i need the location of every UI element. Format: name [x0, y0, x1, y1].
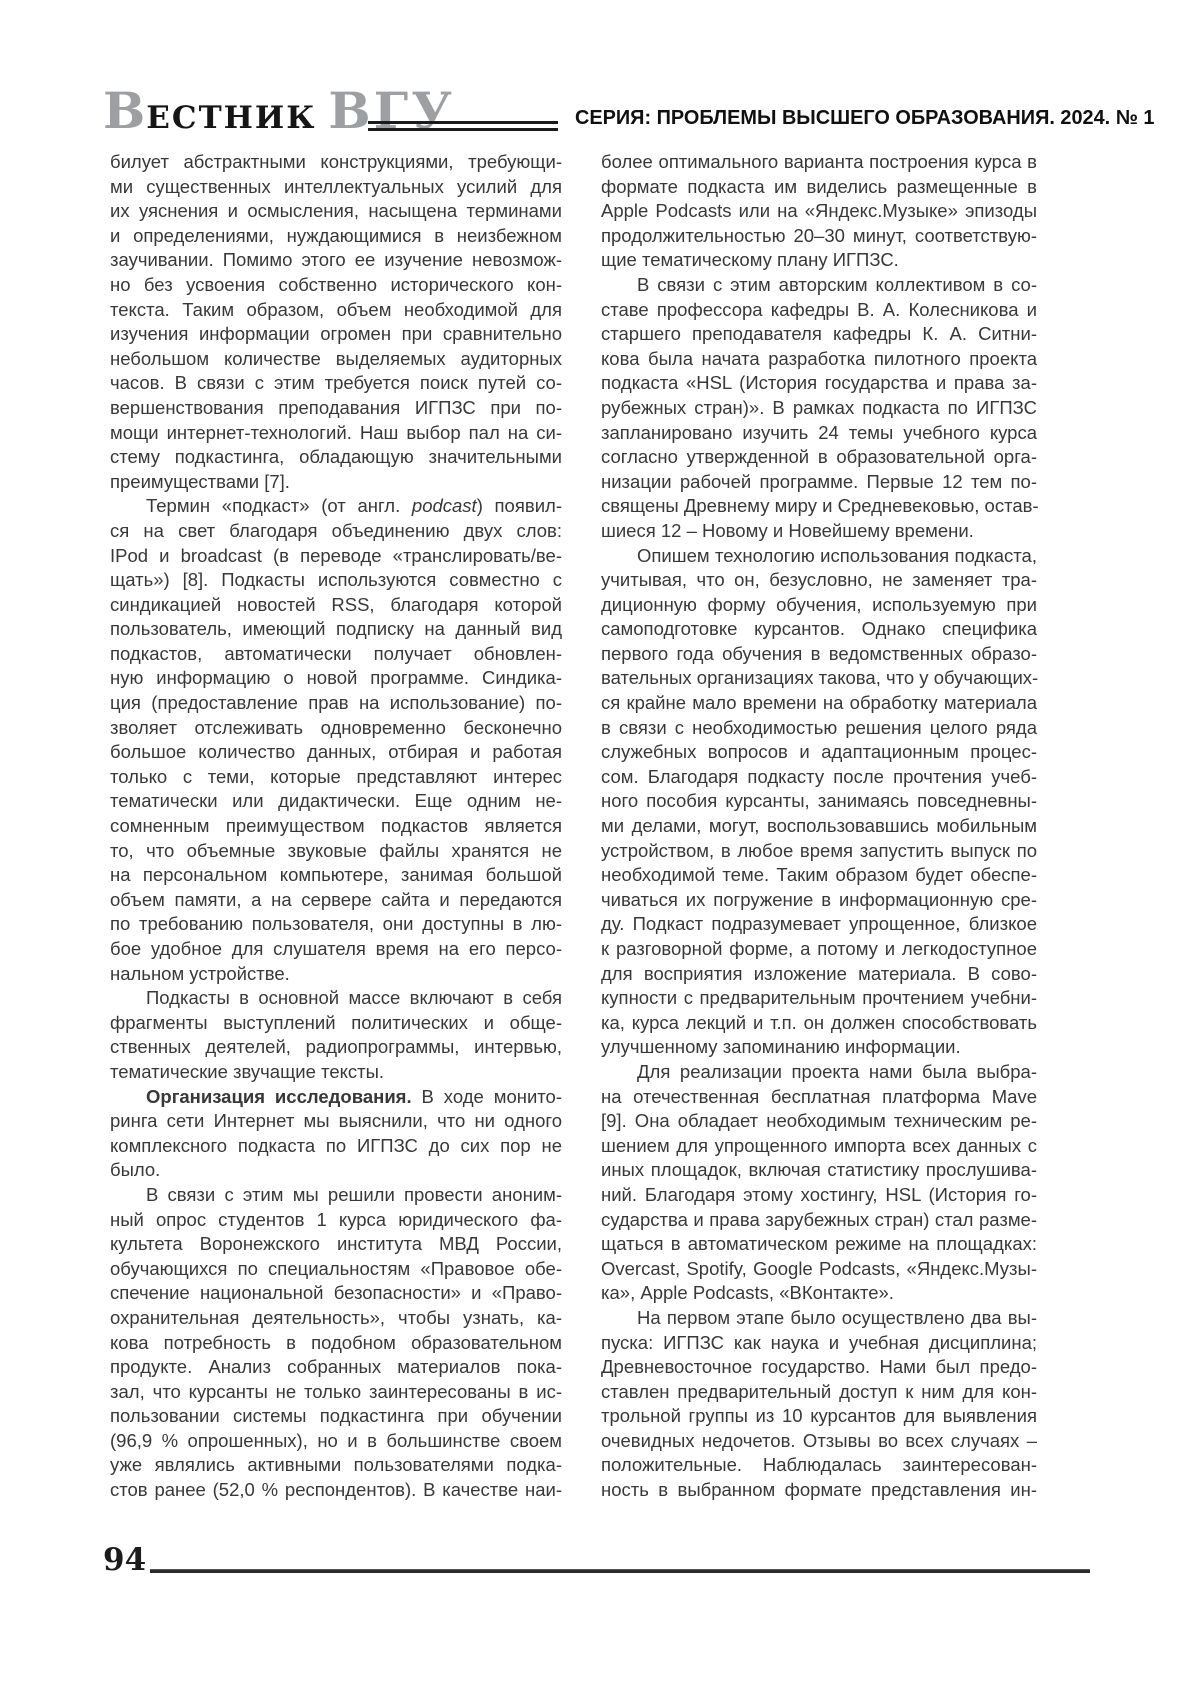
text-line: к разговорной форме, а потому и легкодоступное [601, 938, 1037, 959]
text-line: ставе профессора кафедры В. А. Колесникова и [601, 298, 1037, 320]
text-line: стов ранее (52,0 % респондентов). В качестве наи- [110, 1479, 562, 1501]
text-line: рубежных стран)». В рамках подкаста по ИГПЗС [601, 396, 1037, 418]
text-line: Опишем технологию использования подкаста, [637, 544, 1037, 566]
text-line: (96,9 % опрошенных), но и в большинстве своем [110, 1429, 562, 1451]
text-line: Термин «подкаст» (от англ. podcast) появил- [146, 495, 562, 517]
text-line: продолжительностью 20–30 минут, соответствую- [601, 224, 1037, 246]
text-line: ду. Подкаст подразумевает упрощенное, близкое [601, 913, 1037, 935]
text-line: стему подкастинга, обладающую значительными [110, 446, 562, 468]
text-line: ность в выбранном формате представления ин- [601, 1479, 1037, 1501]
text-line: преимуществами [7]. [110, 470, 290, 492]
text-line: учитывая, что он, безусловно, не заменяет тра- [601, 569, 1037, 591]
text-line: щать») [8]. Подкасты используются совместно с [110, 569, 562, 591]
text-line: щаться в автоматическом режиме на площадках: [601, 1233, 1037, 1255]
text-line: ную информацию о новой программе. Синдика- [110, 667, 562, 689]
text-line: Организация исследования. В ходе монито- [146, 1085, 562, 1107]
text-line: заучивании. Помимо этого ее изучение невозмож- [110, 249, 562, 271]
text-line: ный опрос студентов 1 курса юридического фа- [110, 1208, 562, 1230]
text-line: ственных деятелей, радиопрограммы, интервью, [110, 1036, 562, 1058]
text-line: тематические звучащие тексты. [110, 1060, 385, 1082]
text-line: спечение национальной безопасности» и «Право- [110, 1282, 562, 1304]
text-line: продукте. Анализ собранных материалов пока- [110, 1356, 562, 1378]
text-line: большое количество данных, отбирая и работая [110, 741, 562, 763]
paragraph [601, 150, 1037, 273]
footer-rule [150, 1569, 1090, 1573]
bold-run: Организация исследования. [146, 1085, 412, 1107]
text-line: ний. Благодаря этому хостингу, HSL (История го- [601, 1183, 1037, 1205]
logo-vgu: ВГУ [328, 81, 455, 140]
text-line: купности с предварительным прочтением учебни- [601, 987, 1037, 1009]
text-line: подкастов, автоматически получает обновлен- [110, 642, 562, 664]
paragraph [601, 1060, 1037, 1306]
text-line: ринга сети Интернет мы выяснили, что ни одного [110, 1110, 562, 1132]
article-column-left [110, 150, 562, 1503]
text-line: пользователь, имеющий подписку на данный вид [110, 618, 562, 640]
text-line: фрагменты выступлений политических и обще- [110, 1011, 562, 1033]
text-line: синдикацией новостей RSS, благодаря которой [110, 593, 562, 615]
text-line: охранительная деятельность», чтобы узнать, ка- [110, 1306, 562, 1328]
text-line: то, что объемные звуковые файлы хранятся не [110, 839, 562, 861]
text-line: ставлен предварительный доступ к ним для кон- [601, 1380, 1037, 1402]
text-line: согласно утвержденной в образовательной орга- [601, 446, 1037, 468]
header-double-rule [368, 121, 558, 131]
text-line: [9]. Она обладает необходимым техническим ре- [601, 1110, 1037, 1132]
text-line: Overcast, Spotify, Google Podcasts, «Яндекс.Музы- [601, 1257, 1037, 1279]
text-line: низации рабочей программе. Первые 12 тем по- [601, 470, 1037, 492]
text-line: вательных организациях такова, что у обучающих- [601, 667, 1039, 689]
text-line: первого года обучения в ведомственных образо- [601, 642, 1037, 664]
text-line: сомненным преимуществом подкастов является [110, 815, 562, 837]
logo-vestnik-rest: ЕСТНИК [146, 100, 317, 136]
text-line: В связи с этим мы решили провести аноним- [146, 1183, 562, 1205]
text-line: бое удобное для слушателя время на его персо- [110, 938, 562, 959]
text-line: зал, что курсанты не только заинтересованы в ис- [110, 1380, 562, 1402]
paragraph [110, 150, 562, 494]
text-line: старшего преподавателя кафедры К. А. Ситни- [601, 323, 1037, 345]
paragraph [110, 494, 562, 986]
text-line: запланировано изучить 24 темы учебного курса [601, 421, 1037, 443]
paragraph [601, 1306, 1037, 1503]
text-line: и определениями, нуждающимися в неизбежном [110, 224, 562, 246]
text-line: Подкасты в основной массе включают в себя [146, 987, 562, 1009]
text-line: но без усвоения собственно исторического кон- [110, 273, 562, 295]
text-line: пуска: ИГПЗС как наука и учебная дисциплина; [601, 1331, 1037, 1353]
italic-run: podcast [411, 495, 477, 517]
text-line: священы Древнему миру и Средневековью, остав- [601, 495, 1039, 517]
text-line: было. [110, 1159, 161, 1181]
text-line: мощи интернет-технологий. Наш выбор пал на си- [110, 421, 562, 443]
text-line: объем памяти, а на сервере сайта и передаются [110, 888, 562, 910]
text-line: щие тематическому плану ИГПЗС. [601, 249, 899, 271]
text-line: для восприятия изложение материала. В сово- [601, 962, 1037, 984]
text-line: положительные. Наблюдалась заинтересован- [601, 1454, 1037, 1476]
text-line: часов. В связи с этим требуется поиск путей со- [110, 372, 562, 394]
text-line: тематически или дидактически. Еще одним не- [110, 790, 562, 812]
text-line: шиеся 12 – Новому и Новейшему времени. [601, 519, 974, 541]
text-line: кова потребность в подобном образовательном [110, 1331, 562, 1353]
text-line: Древневосточное государство. Нами был предо- [601, 1356, 1037, 1378]
text-line: билует абстрактными конструкциями, требующи- [110, 151, 562, 172]
text-line: их уяснения и осмысления, насыщена терминами [110, 200, 562, 222]
text-line: ция (предоставление прав на использование) по- [110, 692, 562, 714]
text-line: небольшом количестве выделяемых аудиторных [110, 347, 562, 369]
text-line: в связи с необходимостью решения целого ряда [601, 716, 1037, 738]
text-line: ся на свет благодаря объединению двух слов: [110, 519, 562, 541]
article-column-right [601, 150, 1037, 1503]
text-line: культета Воронежского института МВД России, [110, 1233, 562, 1255]
text-line: На первом этапе было осуществлено два вы- [637, 1306, 1037, 1328]
paragraph [110, 1183, 562, 1503]
text-line: ми существенных интеллектуальных усилий для [110, 175, 562, 197]
text-line: на отечественная бесплатная платформа Mave [601, 1085, 1037, 1107]
text-line: иных площадок, включая статистику прослушива- [601, 1159, 1037, 1181]
text-line: кова была начата разработка пилотного проекта [601, 347, 1037, 369]
text-line: самоподготовке курсантов. Однако специфика [601, 618, 1037, 640]
series-title: СЕРИЯ: ПРОБЛЕМЫ ВЫСШЕГО ОБРАЗОВАНИЯ. 2024. № 1 [575, 106, 1155, 129]
text-line: шением для упрощенного импорта всех данных с [601, 1134, 1037, 1156]
text-line: изучения информации огромен при сравнительно [110, 323, 562, 345]
text-line: устройством, в любое время запустить выпуск по [601, 839, 1037, 861]
text-line: нальном устройстве. [110, 962, 290, 984]
text-line: комплексного подкаста по ИГПЗС до сих пор не [110, 1134, 562, 1156]
text-line: вершенствования преподавания ИГПЗС при по- [110, 396, 562, 418]
text-line: ся крайне мало времени на обработку материала [601, 692, 1037, 714]
text-line: необходимой теме. Таким образом будет обеспе- [601, 864, 1037, 886]
text-line: IPod и broadcast (в переводе «транслировать/ве- [110, 544, 562, 566]
text-line: формате подкаста им виделись размещенные в [601, 175, 1037, 197]
paragraph [110, 1085, 562, 1183]
text-line: только с теми, которые представляют интерес [110, 765, 562, 787]
text-line: очевидных недочетов. Отзывы во всех случаях – [601, 1429, 1037, 1451]
text-line: Apple Podcasts или на «Яндекс.Музыке» эпизоды [601, 200, 1037, 222]
page-number: 94 [103, 1542, 147, 1578]
text-line: улучшенному запоминанию информации. [601, 1036, 961, 1058]
paragraph [601, 544, 1037, 1060]
text-line: ми делами, могут, воспользовавшись мобильным [601, 815, 1037, 837]
text-line: уже являлись активными пользователями подка- [110, 1454, 562, 1476]
text-line: Для реализации проекта нами была выбра- [637, 1060, 1037, 1082]
text-line: В связи с этим авторским коллективом в со- [637, 273, 1037, 295]
text-line: пользовании системы подкастинга при обучении [110, 1405, 562, 1427]
text-line: подкаста «HSL (История государства и права за- [601, 372, 1037, 394]
text-line: сом. Благодаря подкасту после прочтения учеб- [601, 765, 1037, 787]
text-line: текста. Таким образом, объем необходимой для [110, 298, 562, 320]
text-line: чиваться их погружение в информационную сре- [601, 888, 1037, 910]
text-line: ка, курса лекций и т.п. он должен способствовать [601, 1011, 1037, 1033]
text-line: более оптимального варианта построения курса в [601, 151, 1037, 172]
text-line: зволяет отслеживать одновременно бесконечно [110, 716, 562, 738]
text-line: служебных вопросов и адаптационным процес- [601, 741, 1037, 763]
text-line: трольной группы из 10 курсантов для выявления [601, 1405, 1037, 1427]
paragraph [601, 273, 1037, 544]
text-line: по требованию пользователя, они доступны в лю- [110, 913, 562, 935]
text-line: сударства и права зарубежных стран) стал разме- [601, 1208, 1037, 1230]
text-line: ного пособия курсанты, занимаясь повседневны- [601, 790, 1037, 812]
logo-vestnik-initial: В [103, 81, 147, 140]
text-line: обучающихся по специальностям «Правовое обе- [110, 1257, 562, 1279]
paragraph [110, 986, 562, 1084]
text-line: на персональном компьютере, занимая большой [110, 864, 562, 886]
text-line: ка», Apple Podcasts, «ВКонтакте». [601, 1282, 894, 1304]
text-line: диционную форму обучения, используемую при [601, 593, 1037, 615]
